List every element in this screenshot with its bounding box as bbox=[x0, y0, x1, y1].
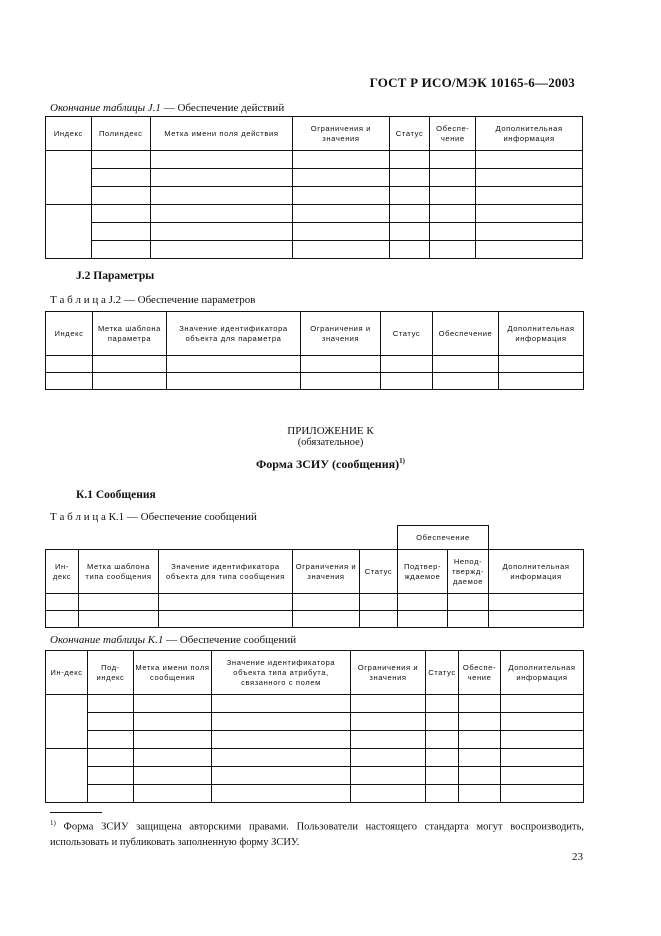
table-cell bbox=[91, 241, 150, 259]
table-cell bbox=[426, 767, 459, 785]
th-index: Ин-декс bbox=[46, 651, 88, 695]
table-cell bbox=[46, 151, 92, 205]
table-cell bbox=[93, 373, 167, 390]
th-index: Индекс bbox=[46, 117, 92, 151]
table-cell bbox=[212, 695, 351, 713]
table-cell bbox=[134, 695, 212, 713]
table-j2 bbox=[45, 311, 584, 390]
section-k1-title: К.1 Сообщения bbox=[76, 489, 156, 501]
table-cell bbox=[489, 594, 584, 611]
th-constraints: Ограничения и значения bbox=[293, 550, 360, 594]
th-support: Обеспечение bbox=[433, 312, 499, 356]
table-cell bbox=[426, 785, 459, 803]
table-cell bbox=[212, 767, 351, 785]
table-cell bbox=[91, 223, 150, 241]
table-cell bbox=[360, 611, 398, 628]
table-cell bbox=[351, 785, 426, 803]
table-cell bbox=[46, 205, 92, 259]
table-cell bbox=[398, 594, 448, 611]
th-support-group: Обеспечение bbox=[398, 526, 489, 550]
table-cell bbox=[501, 785, 584, 803]
th-object-id-value: Значение идентификатора объекта для типа сообщения bbox=[159, 550, 293, 594]
table-cell bbox=[293, 223, 390, 241]
table-cell bbox=[351, 749, 426, 767]
th-support: Обеспе-чение bbox=[430, 117, 476, 151]
table-cell bbox=[501, 713, 584, 731]
table-cell bbox=[79, 611, 159, 628]
th-constraints: Ограничения и значения bbox=[301, 312, 381, 356]
table-cell bbox=[501, 767, 584, 785]
th-constraints: Ограничения и значения bbox=[293, 117, 390, 151]
th-constraints: Ограничения и значения bbox=[351, 651, 426, 695]
table-k1-end bbox=[45, 650, 584, 803]
th-status: Статус bbox=[381, 312, 433, 356]
table-cell bbox=[46, 611, 79, 628]
table-cell bbox=[134, 767, 212, 785]
table-cell bbox=[93, 356, 167, 373]
table-cell bbox=[501, 695, 584, 713]
table-cell bbox=[134, 749, 212, 767]
table-cell bbox=[79, 594, 159, 611]
table-cell bbox=[91, 205, 150, 223]
table-cell bbox=[134, 731, 212, 749]
table-cell bbox=[150, 169, 292, 187]
table-cell bbox=[476, 205, 583, 223]
footnote bbox=[50, 816, 584, 850]
table-cell bbox=[398, 611, 448, 628]
table-cell bbox=[91, 187, 150, 205]
table-k1-end-caption-italic: Окончание таблицы К.1 bbox=[50, 634, 164, 646]
table-cell bbox=[448, 611, 489, 628]
table-cell bbox=[150, 223, 292, 241]
table-cell bbox=[430, 241, 476, 259]
table-cell bbox=[212, 749, 351, 767]
table-cell bbox=[499, 356, 584, 373]
table-cell bbox=[134, 713, 212, 731]
table-cell bbox=[476, 223, 583, 241]
table-cell bbox=[150, 205, 292, 223]
table-cell bbox=[167, 373, 301, 390]
table-cell bbox=[293, 169, 390, 187]
table-cell bbox=[88, 749, 134, 767]
footnote-marker: 1) bbox=[50, 819, 56, 827]
table-cell bbox=[459, 767, 501, 785]
table-cell bbox=[46, 594, 79, 611]
table-j2-caption: Т а б л и ц а J.2 — Обеспечение параметров bbox=[50, 294, 256, 306]
table-cell bbox=[389, 187, 430, 205]
table-cell bbox=[46, 749, 88, 803]
table-cell bbox=[88, 785, 134, 803]
th-message-template-label: Метка шаблона типа сообщения bbox=[79, 550, 159, 594]
table-cell bbox=[389, 169, 430, 187]
table-cell bbox=[150, 151, 292, 169]
th-status: Статус bbox=[389, 117, 430, 151]
table-cell bbox=[389, 205, 430, 223]
table-cell bbox=[430, 223, 476, 241]
table-cell bbox=[426, 713, 459, 731]
th-field-label: Метка имени поля действия bbox=[150, 117, 292, 151]
table-cell bbox=[430, 205, 476, 223]
table-k1-empty-corner bbox=[46, 526, 398, 550]
table-cell bbox=[88, 695, 134, 713]
table-cell bbox=[293, 241, 390, 259]
table-cell bbox=[426, 749, 459, 767]
table-j1-caption-italic: Окончание таблицы J.1 bbox=[50, 102, 161, 114]
table-cell bbox=[489, 611, 584, 628]
table-cell bbox=[459, 731, 501, 749]
th-param-template-label: Метка шаблона параметра bbox=[93, 312, 167, 356]
th-subindex: Полиндекс bbox=[91, 117, 150, 151]
th-attribute-object-id: Значение идентификатора объекта типа атрибута, связанного с полем bbox=[212, 651, 351, 695]
table-cell bbox=[351, 767, 426, 785]
table-cell bbox=[212, 785, 351, 803]
table-cell bbox=[459, 785, 501, 803]
table-j1-caption-rest: — Обеспечение действий bbox=[160, 102, 285, 114]
table-cell bbox=[501, 749, 584, 767]
table-cell bbox=[448, 594, 489, 611]
table-cell bbox=[381, 373, 433, 390]
table-cell bbox=[212, 731, 351, 749]
section-j2-title: J.2 Параметры bbox=[76, 270, 155, 282]
table-cell bbox=[360, 594, 398, 611]
appendix-heading-text: Форма ЗСИУ (сообщения) bbox=[256, 457, 400, 471]
table-cell bbox=[167, 356, 301, 373]
th-status: Статус bbox=[426, 651, 459, 695]
table-cell bbox=[476, 151, 583, 169]
table-cell bbox=[459, 713, 501, 731]
table-cell bbox=[301, 373, 381, 390]
th-field-label: Метка имени поля сообщения bbox=[134, 651, 212, 695]
table-cell bbox=[88, 767, 134, 785]
footnote-separator bbox=[50, 812, 102, 813]
table-cell bbox=[433, 356, 499, 373]
table-cell bbox=[351, 731, 426, 749]
table-cell bbox=[159, 611, 293, 628]
table-cell bbox=[389, 241, 430, 259]
th-confirmed: Подтвер-ждаемое bbox=[398, 550, 448, 594]
table-cell bbox=[499, 373, 584, 390]
table-cell bbox=[389, 223, 430, 241]
table-cell bbox=[389, 151, 430, 169]
table-cell bbox=[134, 785, 212, 803]
table-cell bbox=[293, 151, 390, 169]
table-cell bbox=[293, 611, 360, 628]
table-cell bbox=[293, 205, 390, 223]
table-cell bbox=[459, 749, 501, 767]
document-header: ГОСТ Р ИСО/МЭК 10165-6—2003 bbox=[369, 75, 575, 90]
table-k1 bbox=[45, 525, 584, 628]
th-additional-info: Дополнительная информация bbox=[476, 117, 583, 151]
table-cell bbox=[426, 695, 459, 713]
page-number: 23 bbox=[572, 851, 583, 863]
table-k1-caption: Т а б л и ц а К.1 — Обеспечение сообщений bbox=[50, 511, 257, 523]
th-status: Статус bbox=[360, 550, 398, 594]
table-cell bbox=[430, 151, 476, 169]
table-cell bbox=[301, 356, 381, 373]
table-cell bbox=[150, 187, 292, 205]
th-index: Ин-декс bbox=[46, 550, 79, 594]
table-cell bbox=[46, 695, 88, 749]
table-k1-empty-corner bbox=[489, 526, 584, 550]
th-additional-info: Дополнительная информация bbox=[499, 312, 584, 356]
table-cell bbox=[459, 695, 501, 713]
table-cell bbox=[351, 695, 426, 713]
th-object-id-value: Значение идентификатора объекта для параметра bbox=[167, 312, 301, 356]
table-cell bbox=[91, 169, 150, 187]
table-cell bbox=[476, 169, 583, 187]
th-additional-info: Дополнительная информация bbox=[501, 651, 584, 695]
table-cell bbox=[501, 731, 584, 749]
table-cell bbox=[88, 731, 134, 749]
table-cell bbox=[293, 594, 360, 611]
footnote-ref: 1) bbox=[399, 457, 405, 465]
footnote-text: Форма ЗСИУ защищена авторскими правами. Пользователи настоящего стандарта могут воспроизводить, использовать и публиковать заполненную форму ЗСИУ. bbox=[50, 821, 584, 848]
table-cell bbox=[159, 594, 293, 611]
table-cell bbox=[430, 169, 476, 187]
appendix-subtitle: (обязательное) bbox=[297, 437, 364, 448]
table-cell bbox=[293, 187, 390, 205]
table-cell bbox=[476, 241, 583, 259]
table-k1-end-caption-rest: — Обеспечение сообщений bbox=[163, 634, 297, 646]
table-cell bbox=[433, 373, 499, 390]
th-additional-info: Дополнительная информация bbox=[489, 550, 584, 594]
table-cell bbox=[91, 151, 150, 169]
table-cell bbox=[476, 187, 583, 205]
table-cell bbox=[430, 187, 476, 205]
table-cell bbox=[88, 713, 134, 731]
table-cell bbox=[426, 731, 459, 749]
table-cell bbox=[381, 356, 433, 373]
table-cell bbox=[46, 373, 93, 390]
table-cell bbox=[351, 713, 426, 731]
th-support: Обеспе-чение bbox=[459, 651, 501, 695]
table-j1-caption bbox=[50, 102, 284, 114]
th-unconfirmed: Непод-твержд-даемое bbox=[448, 550, 489, 594]
th-index: Индекс bbox=[46, 312, 93, 356]
appendix-heading bbox=[0, 457, 661, 472]
appendix-title: ПРИЛОЖЕНИЕ К bbox=[287, 425, 374, 437]
table-k1-end-caption bbox=[50, 634, 296, 646]
table-j1 bbox=[45, 116, 583, 259]
th-subindex: Под-индекс bbox=[88, 651, 134, 695]
table-cell bbox=[46, 356, 93, 373]
table-cell bbox=[212, 713, 351, 731]
table-cell bbox=[150, 241, 292, 259]
